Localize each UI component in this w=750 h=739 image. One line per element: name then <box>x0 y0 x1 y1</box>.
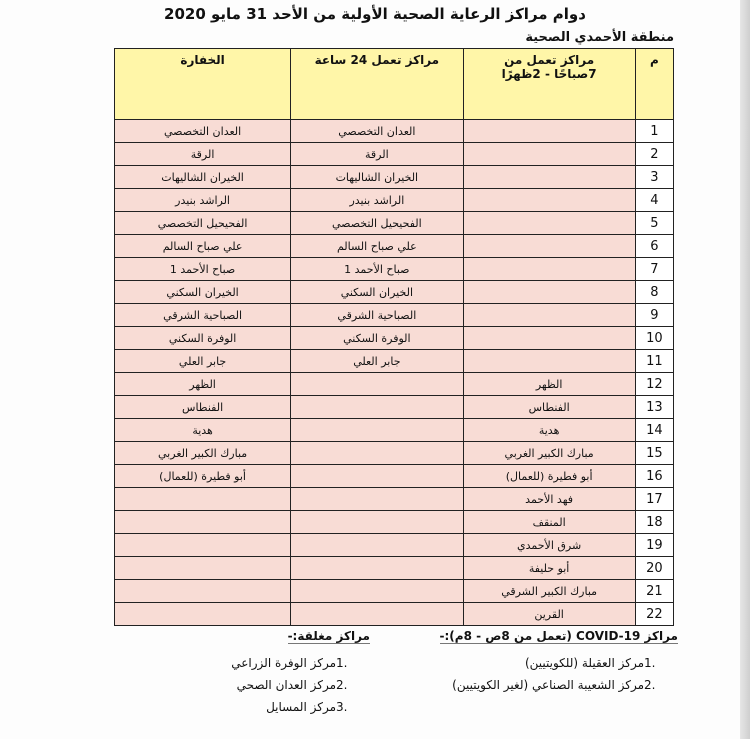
row-number: 9 <box>635 304 673 327</box>
row-number: 6 <box>635 235 673 258</box>
region-subtitle: منطقة الأحمدي الصحية <box>525 30 674 45</box>
row-number: 5 <box>635 212 673 235</box>
row-24h-center <box>291 580 463 603</box>
row-number: 17 <box>635 488 673 511</box>
row-duty-center: هدية <box>115 419 291 442</box>
row-duty-center: الفحيحيل التخصصي <box>115 212 291 235</box>
row-number: 2 <box>635 143 673 166</box>
closed-center-item-text: مركز المسايل <box>266 700 336 714</box>
table-row <box>115 603 674 626</box>
covid-centers-list <box>398 652 678 696</box>
row-duty-center: الصباحية الشرقي <box>115 304 291 327</box>
row-duty-center: الراشد بنيدر <box>115 189 291 212</box>
row-morning-center <box>463 304 635 327</box>
row-duty-center: علي صباح السالم <box>115 235 291 258</box>
closed-center-item-index: 3. <box>336 700 348 714</box>
table-row <box>115 189 674 212</box>
row-morning-center <box>463 143 635 166</box>
row-number: 21 <box>635 580 673 603</box>
table-row <box>115 557 674 580</box>
closed-centers-list <box>110 652 370 718</box>
row-morning-center: مبارك الكبير الشرقي <box>463 580 635 603</box>
row-duty-center: جابر العلي <box>115 350 291 373</box>
row-duty-center: الفنطاس <box>115 396 291 419</box>
row-morning-center: فهد الأحمد <box>463 488 635 511</box>
row-number: 14 <box>635 419 673 442</box>
row-morning-center: أبو حليفة <box>463 557 635 580</box>
closed-center-item <box>110 696 370 718</box>
row-morning-center: مبارك الكبير الغربي <box>463 442 635 465</box>
row-24h-center <box>291 557 463 580</box>
row-morning-center: شرق الأحمدي <box>463 534 635 557</box>
closed-center-item <box>110 674 370 696</box>
row-number: 1 <box>635 120 673 143</box>
row-number: 19 <box>635 534 673 557</box>
header-morning-line2: 7صباحًا - 2ظهرًا <box>501 67 597 81</box>
header-morning-centers <box>463 49 635 120</box>
row-morning-center <box>463 212 635 235</box>
row-morning-center <box>463 189 635 212</box>
row-24h-center: الخيران الشاليهات <box>291 166 463 189</box>
covid-center-item-text: مركز العقيلة (للكويتيين) <box>524 656 644 670</box>
header-num: م <box>635 49 673 120</box>
row-morning-center: الفنطاس <box>463 396 635 419</box>
table-row <box>115 143 674 166</box>
table-row <box>115 304 674 327</box>
row-duty-center: العدان التخصصي <box>115 120 291 143</box>
row-24h-center: جابر العلي <box>291 350 463 373</box>
covid-center-item <box>398 652 678 674</box>
row-duty-center <box>115 488 291 511</box>
row-duty-center <box>115 534 291 557</box>
closed-center-item-text: مركز الوفرة الزراعي <box>231 656 336 670</box>
row-morning-center <box>463 281 635 304</box>
page-edge <box>740 0 750 739</box>
row-number: 22 <box>635 603 673 626</box>
closed-center-item-text: مركز العدان الصحي <box>236 678 336 692</box>
row-number: 13 <box>635 396 673 419</box>
row-24h-center <box>291 396 463 419</box>
row-duty-center: مبارك الكبير الغربي <box>115 442 291 465</box>
row-24h-center <box>291 465 463 488</box>
row-number: 4 <box>635 189 673 212</box>
table-row <box>115 327 674 350</box>
closed-centers-section <box>110 629 370 718</box>
row-duty-center: الخيران الشاليهات <box>115 166 291 189</box>
row-number: 7 <box>635 258 673 281</box>
table-row <box>115 258 674 281</box>
closed-center-item-index: 1. <box>336 656 348 670</box>
row-duty-center: الظهر <box>115 373 291 396</box>
covid-centers-heading: مراكز COVID-19 (تعمل من 8ص - 8م):- <box>439 629 678 643</box>
row-number: 20 <box>635 557 673 580</box>
table-row <box>115 465 674 488</box>
row-morning-center: أبو فطيرة (للعمال) <box>463 465 635 488</box>
row-number: 11 <box>635 350 673 373</box>
table-row <box>115 120 674 143</box>
table-row <box>115 350 674 373</box>
row-24h-center <box>291 442 463 465</box>
row-24h-center: الراشد بنيدر <box>291 189 463 212</box>
table-row <box>115 235 674 258</box>
table-row <box>115 511 674 534</box>
row-24h-center <box>291 419 463 442</box>
row-duty-center <box>115 580 291 603</box>
covid-center-item-index: 2. <box>644 678 656 692</box>
row-24h-center: الوفرة السكني <box>291 327 463 350</box>
row-morning-center <box>463 327 635 350</box>
table-row <box>115 534 674 557</box>
row-24h-center <box>291 488 463 511</box>
header-24h-centers: مراكز تعمل 24 ساعة <box>291 49 463 120</box>
row-duty-center: الخيران السكني <box>115 281 291 304</box>
row-number: 8 <box>635 281 673 304</box>
row-morning-center <box>463 166 635 189</box>
row-24h-center <box>291 511 463 534</box>
table-row <box>115 396 674 419</box>
row-24h-center: الفحيحيل التخصصي <box>291 212 463 235</box>
closed-center-item <box>110 652 370 674</box>
row-morning-center <box>463 258 635 281</box>
row-morning-center <box>463 235 635 258</box>
row-duty-center: الرقة <box>115 143 291 166</box>
row-morning-center: المنقف <box>463 511 635 534</box>
header-duty-centers: الخفارة <box>115 49 291 120</box>
row-duty-center <box>115 603 291 626</box>
table-row <box>115 580 674 603</box>
row-morning-center: القرين <box>463 603 635 626</box>
row-duty-center: أبو فطيرة (للعمال) <box>115 465 291 488</box>
row-number: 15 <box>635 442 673 465</box>
header-morning-line1: مراكز تعمل من <box>504 53 595 67</box>
row-24h-center: الرقة <box>291 143 463 166</box>
covid-center-item-index: 1. <box>644 656 656 670</box>
footer-lists <box>110 629 678 733</box>
row-morning-center <box>463 120 635 143</box>
row-morning-center: الظهر <box>463 373 635 396</box>
table-row <box>115 212 674 235</box>
row-duty-center: الوفرة السكني <box>115 327 291 350</box>
row-number: 10 <box>635 327 673 350</box>
table-row <box>115 419 674 442</box>
row-24h-center <box>291 373 463 396</box>
row-24h-center <box>291 534 463 557</box>
table-body <box>115 120 674 626</box>
row-morning-center: هدية <box>463 419 635 442</box>
covid-centers-section <box>398 629 678 696</box>
table-header-row <box>115 49 674 120</box>
covid-center-item <box>398 674 678 696</box>
closed-centers-heading: مراكز مغلقة:- <box>287 629 370 643</box>
table-row <box>115 281 674 304</box>
row-number: 16 <box>635 465 673 488</box>
row-number: 3 <box>635 166 673 189</box>
covid-center-item-text: مركز الشعيبة الصناعي (لغير الكويتيين) <box>452 678 644 692</box>
closed-center-item-index: 2. <box>336 678 348 692</box>
row-24h-center: الصباحية الشرقي <box>291 304 463 327</box>
row-24h-center: علي صباح السالم <box>291 235 463 258</box>
row-24h-center: صباح الأحمد 1 <box>291 258 463 281</box>
row-duty-center: صباح الأحمد 1 <box>115 258 291 281</box>
row-duty-center <box>115 511 291 534</box>
table-row <box>115 442 674 465</box>
document-title: دوام مراكز الرعاية الصحية الأولية من الأحد 31 مايو 2020 <box>164 5 586 23</box>
row-number: 12 <box>635 373 673 396</box>
row-number: 18 <box>635 511 673 534</box>
schedule-table <box>114 48 674 626</box>
row-24h-center: العدان التخصصي <box>291 120 463 143</box>
row-24h-center: الخيران السكني <box>291 281 463 304</box>
table-row <box>115 488 674 511</box>
table-row <box>115 166 674 189</box>
row-morning-center <box>463 350 635 373</box>
row-duty-center <box>115 557 291 580</box>
table-row <box>115 373 674 396</box>
row-24h-center <box>291 603 463 626</box>
